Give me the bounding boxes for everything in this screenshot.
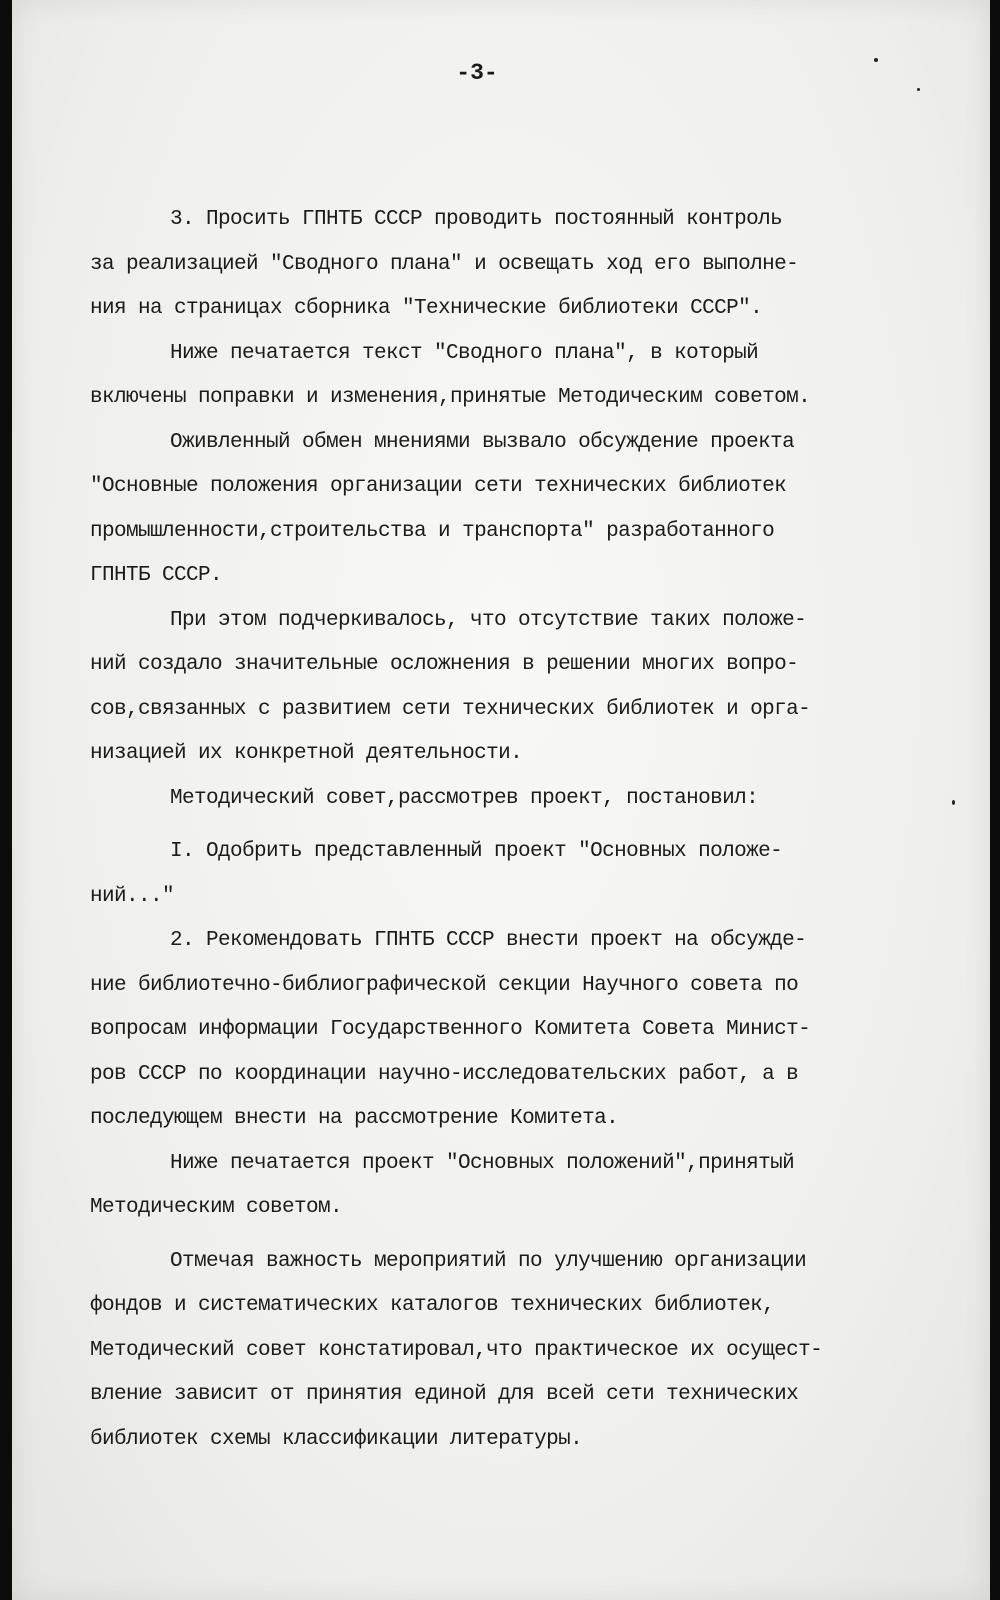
paragraph-7	[90, 919, 930, 1142]
text-line: низацией их конкретной деятельности.	[90, 742, 523, 765]
document-body	[90, 198, 930, 1462]
paragraph-8	[90, 1142, 930, 1231]
text-line: вление зависит от принятия единой для всей сети технических	[90, 1383, 799, 1406]
scan-speck	[917, 88, 920, 91]
text-line: ния на страницах сборника "Технические библиотеки СССР".	[90, 297, 763, 320]
text-line: Оживленный обмен мнениями вызвало обсуждение проекта	[170, 430, 795, 454]
text-line: При этом подчеркивалось, что отсутствие таких положе-	[170, 608, 807, 632]
text-line: последующем внести на рассмотрение Комитета.	[90, 1107, 619, 1130]
text-line: библиотек схемы классификации литературы.	[90, 1427, 583, 1451]
text-line: ров СССР по координации научно-исследовательских работ, а в	[90, 1062, 799, 1086]
text-line: Методический совет констатировал,что практическое их осущест-	[90, 1338, 823, 1362]
text-line: 3. Просить ГПНТБ СССР проводить постоянный контроль	[170, 208, 783, 231]
scan-speck	[874, 58, 878, 62]
paragraph-4	[90, 599, 930, 777]
text-line: промышленности,строительства и транспорта" разработанного	[90, 519, 775, 543]
text-line: вопросам информации Государственного Комитета Совета Минист-	[90, 1018, 811, 1041]
text-line: включены поправки и изменения,принятые Методическим советом.	[90, 386, 811, 409]
paragraph-2	[90, 332, 930, 421]
scan-speck	[952, 800, 955, 805]
paragraph-3	[90, 421, 930, 599]
document-page	[12, 0, 990, 1600]
text-line: ний создало значительные осложнения в решении многих вопро-	[90, 653, 799, 676]
text-line: ГПНТБ СССР.	[90, 564, 223, 587]
text-line: ние библиотечно-библиографической секции Научного совета по	[90, 973, 799, 997]
text-line: I. Одобрить представленный проект "Основных положе-	[170, 840, 783, 863]
text-line: "Основные положения организации сети технических библиотек	[90, 475, 787, 498]
paragraph-9	[90, 1240, 930, 1463]
text-line: за реализацией "Сводного плана" и освещать ход его выполне-	[90, 252, 799, 276]
text-line: Методическим советом.	[90, 1196, 343, 1219]
text-line: фондов и систематических каталогов технических библиотек,	[90, 1294, 775, 1317]
text-line: ний..."	[90, 884, 175, 908]
text-line: Отмечая важность мероприятий по улучшению организации	[170, 1249, 807, 1273]
page-number: -3-	[456, 60, 498, 86]
paragraph-1	[90, 198, 930, 332]
text-line: 2. Рекомендовать ГПНТБ СССР внести проект на обсужде-	[170, 929, 807, 952]
text-line: Методический совет,рассмотрев проект, постановил:	[170, 786, 759, 810]
text-line: сов,связанных с развитием сети технических библиотек и орга-	[90, 697, 811, 721]
text-line: Ниже печатается текст "Сводного плана", в который	[170, 341, 759, 365]
text-line: Ниже печатается проект "Основных положений",принятый	[170, 1151, 795, 1175]
paragraph-6	[90, 830, 930, 919]
paragraph-5	[90, 777, 930, 822]
